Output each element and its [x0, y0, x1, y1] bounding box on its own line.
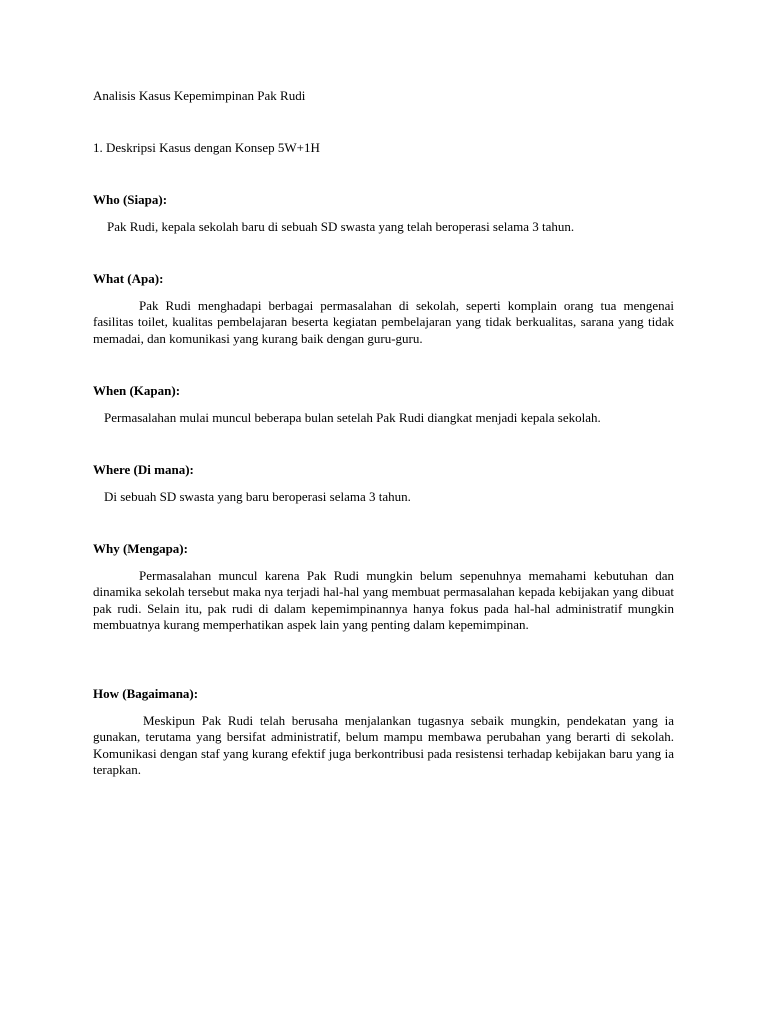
item-text-what: Pak Rudi menghadapi berbagai permasalahan di sekolah, seperti komplain orang tua mengenai fasilitas toilet, kualitas pembelajaran beserta kegiatan pembelajaran yang tidak berkualitas, sarana yang tidak memadai, dan komunikasi yang kurang baik dengan guru-guru. [93, 297, 674, 346]
item-text-why: Permasalahan muncul karena Pak Rudi mungkin belum sepenuhnya memahami kebutuhan dan dinamika sekolah tersebut maka nya terjadi hal-hal yang membuat permasalahan kepada kebijakan yang dibuat pak rudi. Selain itu, pak rudi di dalam kepemimpinannya hanya fokus pada hal-hal administratif mungkin membuatnya kurang memperhatikan aspek lain yang penting dalam kepemimpinan. [93, 567, 674, 632]
item-text-where: Di sebuah SD swasta yang baru beroperasi selama 3 tahun. [104, 488, 411, 504]
item-label-where: Where (Di mana): [93, 462, 194, 477]
item-text-when: Permasalahan mulai muncul beberapa bulan setelah Pak Rudi diangkat menjadi kepala sekolah. [104, 409, 601, 425]
item-text-who: Pak Rudi, kepala sekolah baru di sebuah SD swasta yang telah beroperasi selama 3 tahun. [107, 218, 575, 234]
item-when [93, 383, 674, 426]
item-what [93, 271, 674, 347]
item-label-when: When (Kapan): [93, 383, 181, 398]
item-where [93, 462, 674, 505]
item-text-how: Meskipun Pak Rudi telah berusaha menjalankan tugasnya sebaik mungkin, pendekatan yang ia gunakan, terutama yang bersifat administratif, belum mampu membawa perubahan yang berarti di sekolah. Komunikasi dengan staf yang kurang efektif juga berkontribusi pada resistensi terhadap kebijakan baru yang ia terapkan. [93, 712, 674, 777]
item-label-how: How (Bagaimana): [93, 686, 199, 701]
section-title: 1. Deskripsi Kasus dengan Konsep 5W+1H [93, 140, 320, 155]
item-who [93, 192, 674, 235]
document-title: Analisis Kasus Kepemimpinan Pak Rudi [93, 88, 306, 103]
item-label-what: What (Apa): [93, 271, 164, 286]
item-why [93, 541, 674, 634]
item-label-who: Who (Siapa): [93, 192, 168, 207]
item-how [93, 686, 674, 779]
item-label-why: Why (Mengapa): [93, 541, 188, 556]
